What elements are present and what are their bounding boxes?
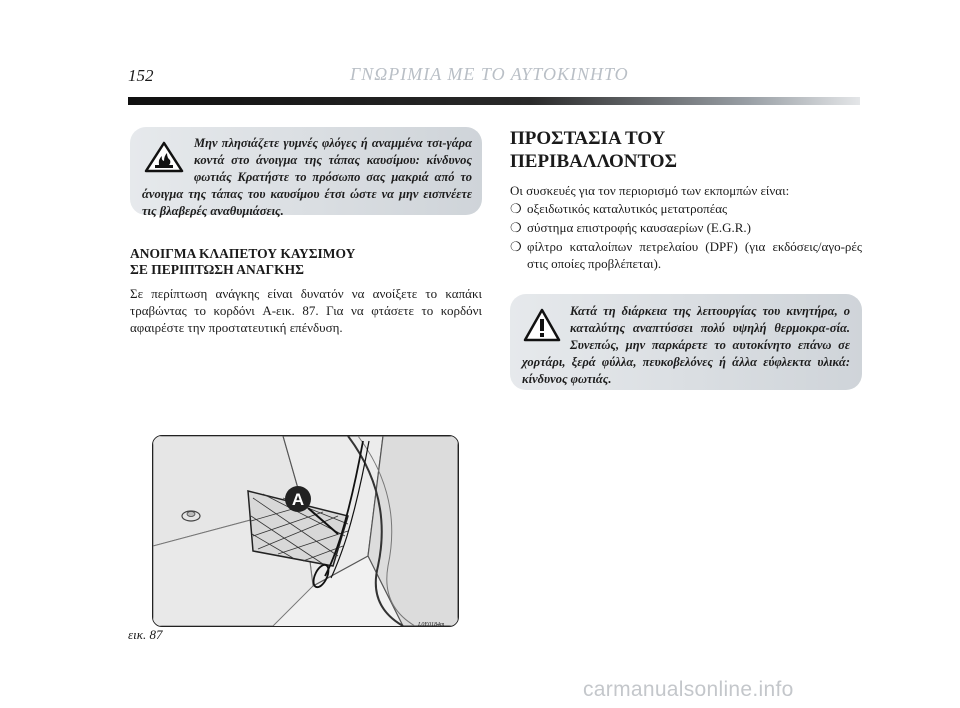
figure-code: L0E0184m — [418, 622, 445, 628]
figure-87 — [152, 435, 459, 627]
bullet-circle-icon: ❍ — [510, 201, 522, 216]
watermark: carmanualsonline.info — [583, 678, 794, 701]
figure-caption: εικ. 87 — [128, 627, 163, 642]
emergency-paragraph: Σε περίπτωση ανάγκης είναι δυνατόν να ανοίξετε το καπάκι τραβώντας το κορδόνι A-εικ. 87. Για να φτάσετε το κορδόνι αφαιρέστε την προστατευτική επένδυση. — [130, 286, 482, 335]
header-rule — [128, 97, 860, 105]
fire-warning-text: Μην πλησιάζετε γυμνές φλόγες ή αναμμένα τσι-γάρα κοντά στο άνοιγμα της τάπας καυσίμου: κίνδυνος φωτιάς Κρατήστε το πρόσωπο σας μακριά από το άνοιγμα της τάπας του καυσίμου έτσι ώστε να μην εισπνέετε τις βλαβερές αναθυμιάσεις. — [142, 136, 472, 218]
fire-warning-box — [130, 127, 482, 218]
main-title — [510, 127, 862, 173]
bullet-circle-icon: ❍ — [510, 220, 522, 235]
section-heading — [130, 246, 480, 278]
devices-intro: Οι συσκευές για τον περιορισμό των εκπομπών είναι: — [510, 183, 790, 198]
running-header: ΓΝΩΡΙΜΙΑ ΜΕ ΤΟ ΑΥΤΟΚΙΝΗΤΟ — [350, 64, 629, 84]
devices-list — [510, 200, 862, 274]
fuel-flap-illustration — [153, 436, 458, 626]
list-item: ❍ σύστημα επιστροφής καυσαερίων (E.G.R.) — [510, 220, 751, 235]
exclamation-warning-icon — [522, 307, 562, 348]
section-heading-line2: ΣΕ ΠΕΡΙΠΤΩΣΗ ΑΝΑΓΚΗΣ — [130, 262, 304, 277]
catalyst-warning-box — [510, 294, 862, 390]
list-item: ❍ οξειδωτικός καταλυτικός μετατροπέας — [510, 201, 728, 216]
callout-label-a: A — [291, 490, 305, 509]
flame-warning-icon — [142, 139, 186, 180]
section-heading-line1: ΑΝΟΙΓΜΑ ΚΛΑΠΕΤΟΥ ΚΑΥΣΙΜΟΥ — [130, 246, 356, 261]
list-item: ❍ φίλτρο καταλοίπων πετρελαίου (DPF) (για εκδόσεις/αγο-ρές στις οποίες προβλέπεται). — [510, 239, 862, 271]
main-title-line2: ΠΕΡΙΒΑΛΛΟΝΤΟΣ — [510, 151, 678, 172]
catalyst-warning-text: Κατά τη διάρκεια της λειτουργίας του κινητήρα, ο καταλύτης αναπτύσσει πολύ υψηλή θερμοκρα-σία. Συνεπώς, μην παρκάρετε το αυτοκίνητο επάνω σε χορτάρι, ξερά φύλλα, πευκοβελόνες ή άλλα εύφλεκτα υλικά: κίνδυνος φωτιάς. — [522, 304, 850, 386]
main-title-line1: ΠΡΟΣΤΑΣΙΑ ΤΟΥ — [510, 128, 666, 149]
bullet-circle-icon: ❍ — [510, 239, 522, 254]
page-number: 152 — [128, 66, 154, 85]
